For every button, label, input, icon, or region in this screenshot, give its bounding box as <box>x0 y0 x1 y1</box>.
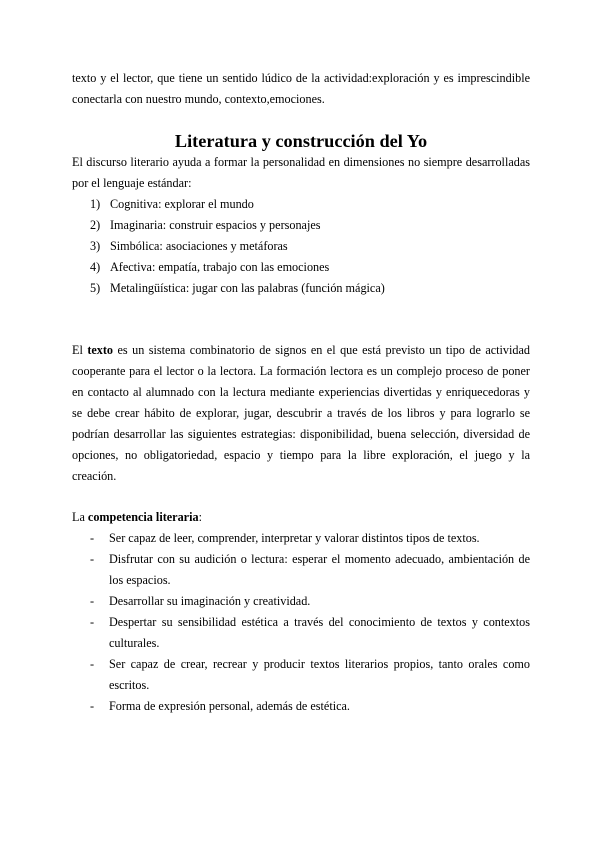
dash-list <box>72 528 530 717</box>
texto-paragraph: El texto es un sistema combinatorio de signos en el que está previsto un tipo de actividad cooperante para el lector o la lectora. La formación lectora es un complejo proceso de poner en contacto al alumnado con la lectura mediante experiencias divertidas y enriquecedoras y se debe crear hábito de explorar, jugar, descubrir a través de los libros y para lograrlo se podrían desarrollar las siguientes estrategias: disponibilidad, buena selección, diversidad de opciones, no obligatoriedad, espacio y tiempo para la libre exploración, el juego y la creación. <box>72 343 530 483</box>
list-item: - Ser capaz de crear, recrear y producir textos literarios propios, tanto orales como escritos. <box>90 657 530 692</box>
list-item: 3) Simbólica: asociaciones y metáforas <box>90 239 288 253</box>
list-item: - Forma de expresión personal, además de estética. <box>90 699 350 713</box>
list-item: 2) Imaginaria: construir espacios y personajes <box>90 218 321 232</box>
list-item: - Disfrutar con su audición o lectura: esperar el momento adecuado, ambientación de los espacios. <box>90 552 530 587</box>
section-heading: Literatura y construcción del Yo <box>174 131 428 151</box>
list-item: 4) Afectiva: empatía, trabajo con las emociones <box>90 260 330 274</box>
list-item: - Desarrollar su imaginación y creatividad. <box>90 594 311 608</box>
numbered-list <box>72 194 385 299</box>
list-item: 1) Cognitiva: explorar el mundo <box>90 197 254 211</box>
texto-term: texto <box>87 343 114 357</box>
list-item: - Ser capaz de leer, comprender, interpretar y valorar distintos tipos de textos. <box>90 531 480 545</box>
competencia-heading: La competencia literaria: <box>72 510 202 524</box>
list-item: 5) Metalingüística: jugar con las palabras (función mágica) <box>90 281 385 295</box>
list-item: - Despertar su sensibilidad estética a través del conocimiento de textos y contextos culturales. <box>90 615 530 650</box>
intro-paragraph: texto y el lector, que tiene un sentido lúdico de la actividad:exploración y es imprescindible conectarla con nuestro mundo, contexto,emociones. <box>72 71 530 106</box>
section-paragraph: El discurso literario ayuda a formar la personalidad en dimensiones no siempre desarrolladas por el lenguaje estándar: <box>72 155 530 190</box>
competencia-term: competencia literaria <box>87 510 199 524</box>
